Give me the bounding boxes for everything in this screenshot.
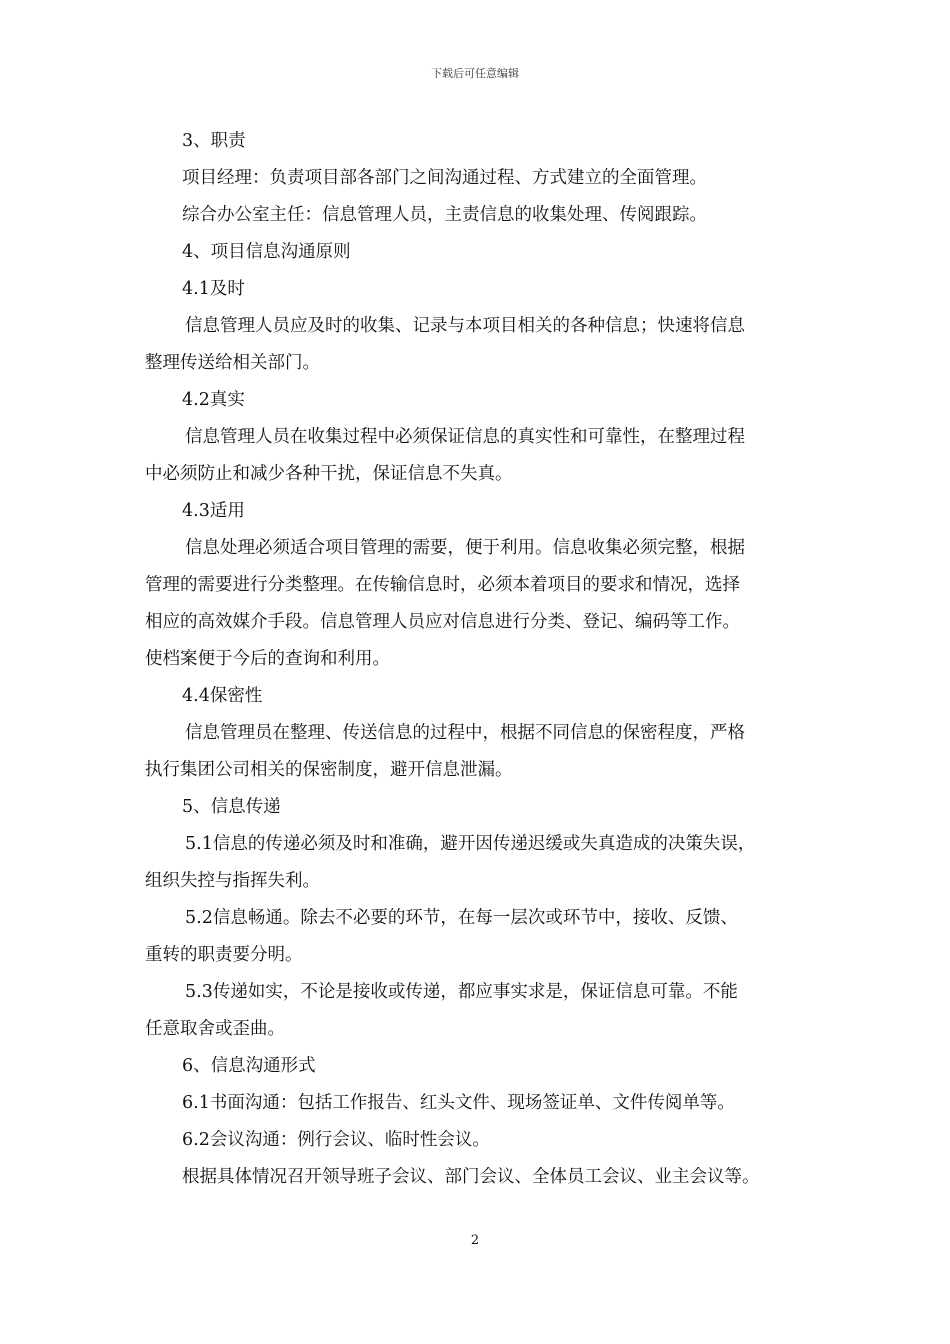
subsection-heading: 4.2真实	[182, 390, 245, 410]
paragraph-line: 中必须防止和减少各种干扰，保证信息不失真。	[145, 464, 513, 484]
section-heading: 6、信息沟通形式	[182, 1056, 316, 1076]
section-heading: 5、信息传递	[182, 797, 281, 817]
paragraph-line: 6.1书面沟通：包括工作报告、红头文件、现场签证单、文件传阅单等。	[182, 1093, 735, 1113]
paragraph-line: 信息管理人员应及时的收集、记录与本项目相关的各种信息；快速将信息	[185, 316, 745, 336]
paragraph-line: 综合办公室主任：信息管理人员，主责信息的收集处理、传阅跟踪。	[182, 205, 707, 225]
paragraph-line: 管理的需要进行分类整理。在传输信息时，必须本着项目的要求和情况，选择	[145, 575, 740, 595]
paragraph-line: 相应的高效媒介手段。信息管理人员应对信息进行分类、登记、编码等工作。	[145, 612, 740, 632]
section-heading: 4、项目信息沟通原则	[182, 242, 351, 262]
subsection-heading: 4.4保密性	[182, 686, 263, 706]
paragraph-line: 重转的职责要分明。	[145, 945, 303, 965]
paragraph-line: 5.2信息畅通。除去不必要的环节，在每一层次或环节中，接收、反馈、	[185, 908, 738, 928]
paragraph-line: 5.3传递如实，不论是接收或传递，都应事实求是，保证信息可靠。不能	[185, 982, 738, 1002]
page-number: 2	[470, 1233, 480, 1248]
paragraph-line: 信息管理人员在收集过程中必须保证信息的真实性和可靠性，在整理过程	[185, 427, 745, 447]
paragraph-line: 整理传送给相关部门。	[145, 353, 320, 373]
paragraph-line: 任意取舍或歪曲。	[145, 1019, 285, 1039]
paragraph-line: 根据具体情况召开领导班子会议、部门会议、全体员工会议、业主会议等。	[182, 1167, 760, 1187]
paragraph-line: 执行集团公司相关的保密制度，避开信息泄漏。	[145, 760, 513, 780]
document-body	[145, 123, 813, 1196]
paragraph-line: 5.1信息的传递必须及时和准确，避开因传递迟缓或失真造成的决策失误，	[185, 834, 756, 854]
paragraph-line: 信息处理必须适合项目管理的需要，便于利用。信息收集必须完整，根据	[185, 538, 745, 558]
subsection-heading: 4.1及时	[182, 279, 245, 299]
section-heading: 3、职责	[182, 131, 246, 151]
paragraph-line: 6.2会议沟通：例行会议、临时性会议。	[182, 1130, 490, 1150]
paragraph-line: 项目经理：负责项目部各部门之间沟通过程、方式建立的全面管理。	[182, 168, 707, 188]
paragraph-line: 组织失控与指挥失利。	[145, 871, 320, 891]
header-note: 下载后可任意编辑	[431, 67, 519, 80]
paragraph-line: 信息管理员在整理、传送信息的过程中，根据不同信息的保密程度，严格	[185, 723, 745, 743]
subsection-heading: 4.3适用	[182, 501, 245, 521]
paragraph-line: 使档案便于今后的查询和利用。	[145, 649, 390, 669]
